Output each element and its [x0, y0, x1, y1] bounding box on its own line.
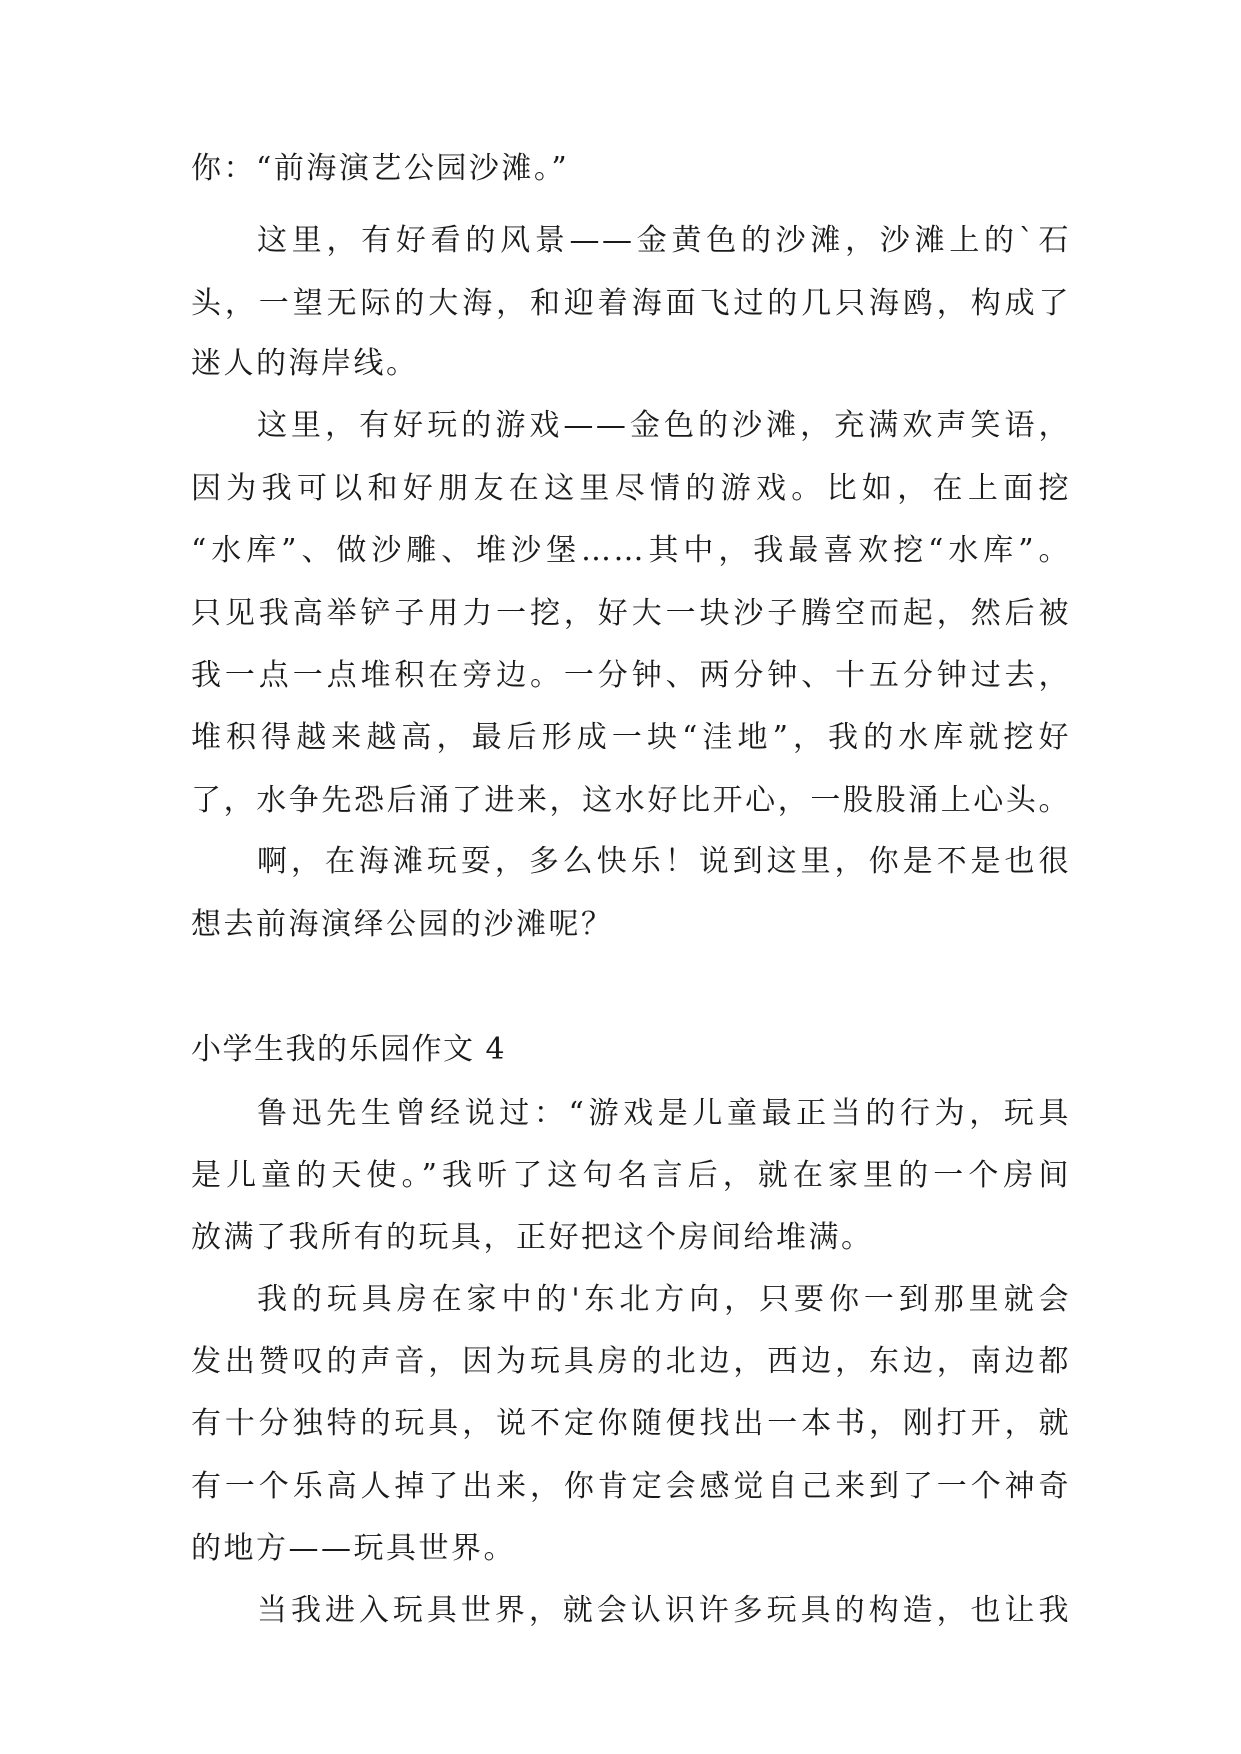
text-line: 堆积得越来越高，最后形成一块“洼地”，我的水库就挖好: [191, 720, 1071, 755]
text-line: 有一个乐高人掉了出来，你肯定会感觉自己来到了一个神奇: [191, 1469, 1071, 1504]
text-line: 啊，在海滩玩耍，多么快乐！说到这里，你是不是也很: [257, 844, 1071, 879]
text-line: 只见我高举铲子用力一挖，好大一块沙子腾空而起，然后被: [191, 596, 1071, 631]
section-heading: 小学生我的乐园作文 4: [191, 1032, 507, 1067]
text-line: 你：“前海演艺公园沙滩。”: [191, 151, 570, 186]
text-line: 当我进入玩具世界，就会认识许多玩具的构造，也让我: [257, 1593, 1071, 1628]
text-line: 想去前海演绎公园的沙滩呢？: [191, 907, 614, 942]
text-line: 了，水争先恐后涌了进来，这水好比开心，一股股涌上心头。: [191, 783, 1071, 818]
text-line: 因为我可以和好朋友在这里尽情的游戏。比如，在上面挖: [191, 471, 1071, 506]
text-line: 的地方——玩具世界。: [191, 1531, 516, 1566]
text-line: 这里，有好玩的游戏——金色的沙滩，充满欢声笑语，: [257, 408, 1071, 443]
text-line: 有十分独特的玩具，说不定你随便找出一本书，刚打开，就: [191, 1406, 1071, 1441]
text-line: “水库”、做沙雕、堆沙堡……其中，我最喜欢挖“水库”。: [191, 533, 1071, 568]
text-line: 迷人的海岸线。: [191, 346, 419, 381]
text-line: 放满了我所有的玩具，正好把这个房间给堆满。: [191, 1220, 874, 1255]
text-line: 我的玩具房在家中的'东北方向，只要你一到那里就会: [257, 1282, 1071, 1317]
text-line: 鲁迅先生曾经说过：“游戏是儿童最正当的行为，玩具: [257, 1096, 1071, 1131]
text-line: 我一点一点堆积在旁边。一分钟、两分钟、十五分钟过去，: [191, 658, 1071, 693]
text-line: 发出赞叹的声音，因为玩具房的北边，西边，东边，南边都: [191, 1344, 1071, 1379]
text-line: 头，一望无际的大海，和迎着海面飞过的几只海鸥，构成了: [191, 286, 1071, 321]
text-line: 这里，有好看的风景——金黄色的沙滩，沙滩上的`石: [257, 223, 1071, 258]
text-line: 是儿童的天使。”我听了这句名言后，就在家里的一个房间: [191, 1158, 1071, 1193]
